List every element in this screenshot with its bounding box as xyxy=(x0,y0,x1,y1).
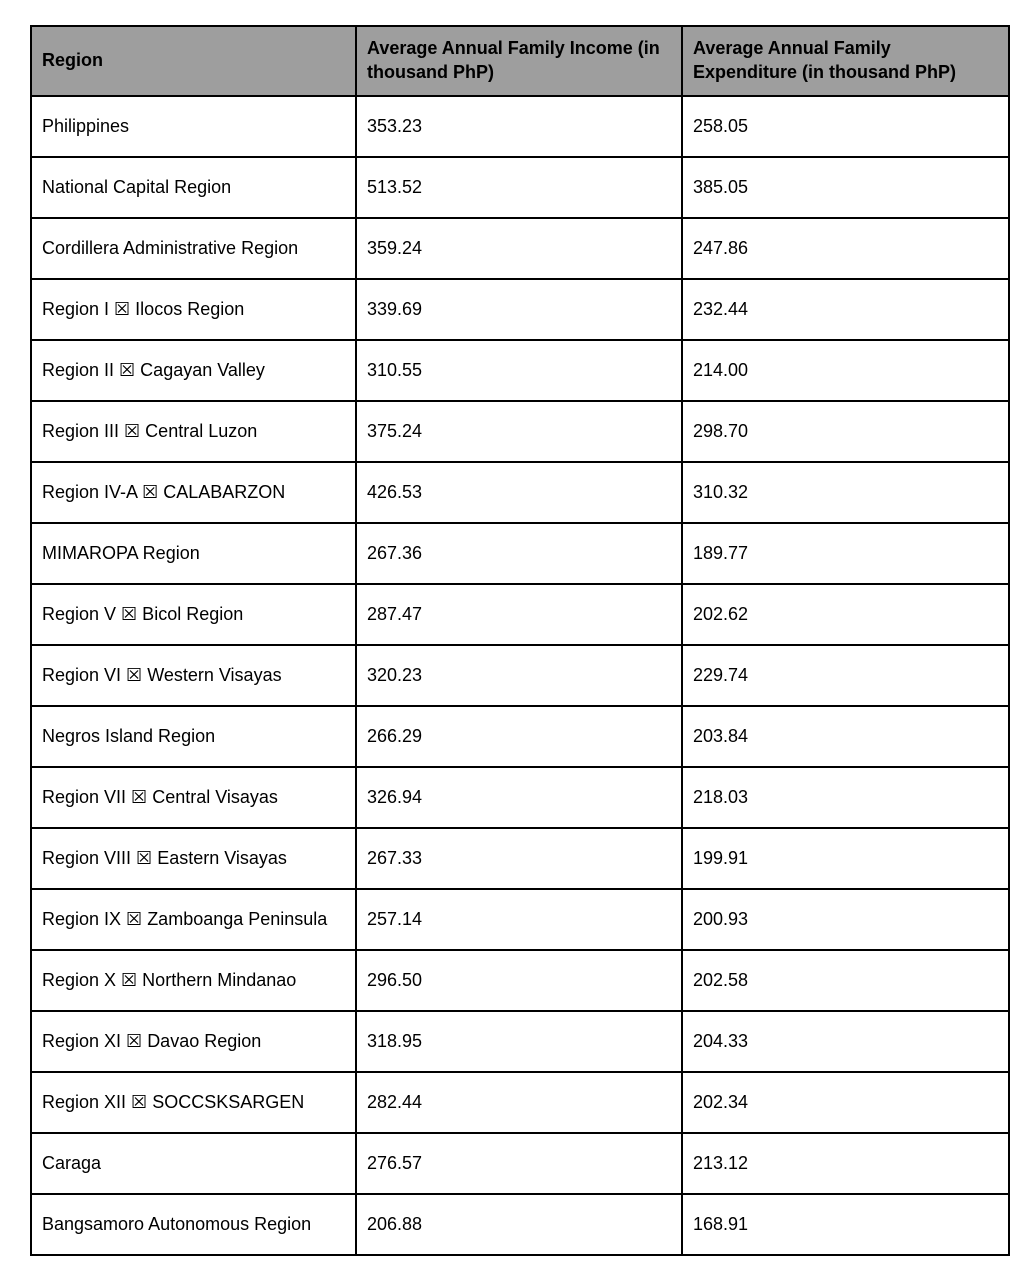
expenditure-cell: 203.84 xyxy=(682,706,1009,767)
income-expenditure-table xyxy=(30,25,1010,1256)
region-cell: Region III ☒ Central Luzon xyxy=(31,401,356,462)
income-cell: 310.55 xyxy=(356,340,682,401)
expenditure-cell: 202.62 xyxy=(682,584,1009,645)
table-row xyxy=(31,889,1009,950)
table-row xyxy=(31,1011,1009,1072)
region-cell: Region VII ☒ Central Visayas xyxy=(31,767,356,828)
income-cell: 426.53 xyxy=(356,462,682,523)
table-row xyxy=(31,96,1009,157)
region-cell: Region IV-A ☒ CALABARZON xyxy=(31,462,356,523)
income-cell: 318.95 xyxy=(356,1011,682,1072)
region-cell: Cordillera Administrative Region xyxy=(31,218,356,279)
income-cell: 296.50 xyxy=(356,950,682,1011)
expenditure-cell: 385.05 xyxy=(682,157,1009,218)
expenditure-cell: 247.86 xyxy=(682,218,1009,279)
income-cell: 282.44 xyxy=(356,1072,682,1133)
region-cell: Region V ☒ Bicol Region xyxy=(31,584,356,645)
expenditure-cell: 213.12 xyxy=(682,1133,1009,1194)
table-row xyxy=(31,950,1009,1011)
region-cell: Region II ☒ Cagayan Valley xyxy=(31,340,356,401)
header-row xyxy=(31,26,1009,96)
region-cell: Negros Island Region xyxy=(31,706,356,767)
region-cell: Caraga xyxy=(31,1133,356,1194)
income-cell: 326.94 xyxy=(356,767,682,828)
region-cell: Region I ☒ Ilocos Region xyxy=(31,279,356,340)
table-row xyxy=(31,828,1009,889)
region-cell: Philippines xyxy=(31,96,356,157)
table-row xyxy=(31,340,1009,401)
table-row xyxy=(31,157,1009,218)
income-cell: 353.23 xyxy=(356,96,682,157)
income-cell: 359.24 xyxy=(356,218,682,279)
income-cell: 257.14 xyxy=(356,889,682,950)
region-cell: MIMAROPA Region xyxy=(31,523,356,584)
region-cell: Region IX ☒ Zamboanga Peninsula xyxy=(31,889,356,950)
expenditure-cell: 189.77 xyxy=(682,523,1009,584)
table-row xyxy=(31,279,1009,340)
expenditure-cell: 258.05 xyxy=(682,96,1009,157)
expenditure-cell: 200.93 xyxy=(682,889,1009,950)
expenditure-cell: 232.44 xyxy=(682,279,1009,340)
income-cell: 339.69 xyxy=(356,279,682,340)
expenditure-cell: 214.00 xyxy=(682,340,1009,401)
col-header-region: Region xyxy=(31,26,356,96)
table-row xyxy=(31,1072,1009,1133)
expenditure-cell: 168.91 xyxy=(682,1194,1009,1255)
income-cell: 206.88 xyxy=(356,1194,682,1255)
table-row xyxy=(31,523,1009,584)
expenditure-cell: 229.74 xyxy=(682,645,1009,706)
income-cell: 266.29 xyxy=(356,706,682,767)
region-cell: Region VI ☒ Western Visayas xyxy=(31,645,356,706)
expenditure-cell: 199.91 xyxy=(682,828,1009,889)
region-cell: Region XI ☒ Davao Region xyxy=(31,1011,356,1072)
region-cell: Region VIII ☒ Eastern Visayas xyxy=(31,828,356,889)
region-cell: Region XII ☒ SOCCSKSARGEN xyxy=(31,1072,356,1133)
table-row xyxy=(31,218,1009,279)
table-row xyxy=(31,706,1009,767)
income-cell: 513.52 xyxy=(356,157,682,218)
income-cell: 375.24 xyxy=(356,401,682,462)
expenditure-cell: 202.34 xyxy=(682,1072,1009,1133)
income-cell: 267.36 xyxy=(356,523,682,584)
region-cell: Bangsamoro Autonomous Region xyxy=(31,1194,356,1255)
table-row xyxy=(31,645,1009,706)
income-cell: 267.33 xyxy=(356,828,682,889)
expenditure-cell: 204.33 xyxy=(682,1011,1009,1072)
income-cell: 287.47 xyxy=(356,584,682,645)
expenditure-cell: 298.70 xyxy=(682,401,1009,462)
region-cell: National Capital Region xyxy=(31,157,356,218)
expenditure-cell: 310.32 xyxy=(682,462,1009,523)
income-cell: 320.23 xyxy=(356,645,682,706)
col-header-income: Average Annual Family Income (in thousand PhP) xyxy=(356,26,682,96)
expenditure-cell: 202.58 xyxy=(682,950,1009,1011)
table-body xyxy=(31,96,1009,1255)
income-cell: 276.57 xyxy=(356,1133,682,1194)
col-header-expenditure: Average Annual Family Expenditure (in thousand PhP) xyxy=(682,26,1009,96)
table-row xyxy=(31,1194,1009,1255)
table-row xyxy=(31,584,1009,645)
region-cell: Region X ☒ Northern Mindanao xyxy=(31,950,356,1011)
table-row xyxy=(31,767,1009,828)
table-row xyxy=(31,401,1009,462)
table-row xyxy=(31,1133,1009,1194)
table-row xyxy=(31,462,1009,523)
expenditure-cell: 218.03 xyxy=(682,767,1009,828)
table-header xyxy=(31,26,1009,96)
